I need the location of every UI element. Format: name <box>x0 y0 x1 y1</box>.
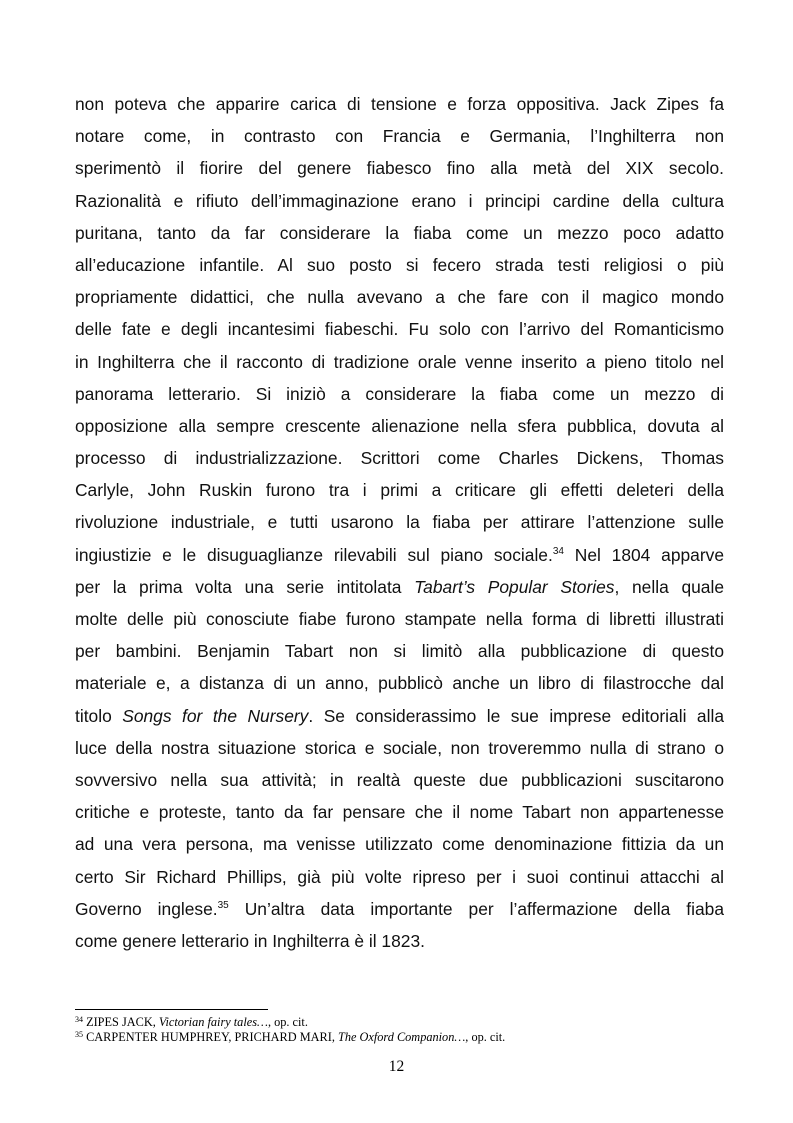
footnote-title: Victorian fairy tales… <box>158 1015 268 1029</box>
text-line: materiale e, a distanza di un anno, pubblicò anche un libro di filastrocche dal <box>75 673 724 694</box>
text-line: sperimentò il fiorire del genere fiabesco fino alla metà del XIX secolo. <box>75 158 724 179</box>
body-paragraph <box>75 88 724 957</box>
footnote-title: The Oxford Companion… <box>337 1030 466 1044</box>
text-line: delle fate e degli incantesimi fiabeschi. Fu solo con l’arrivo del Romanticismo <box>75 319 724 340</box>
text-line: rivoluzione industriale, e tutti usarono la fiaba per attirare l’attenzione sulle <box>75 512 724 533</box>
text-line: notare come, in contrasto con Francia e Germania, l’Inghilterra non <box>75 126 724 147</box>
text-line <box>75 893 724 925</box>
text-line <box>75 571 724 603</box>
footnote-author: ZIPES JACK, <box>86 1015 159 1029</box>
text-line: luce della nostra situazione storica e sociale, non troveremmo nulla di strano o <box>75 737 724 758</box>
text-line: critiche e proteste, tanto da far pensare che il nome Tabart non appartenesse <box>75 802 724 823</box>
text-segment: per la prima volta una serie intitolata <box>75 576 415 597</box>
footnote-suffix: , op. cit. <box>465 1030 506 1044</box>
footnote-number: 35 <box>75 1030 83 1039</box>
text-segment: ingiustizie e le disuguaglianze rilevabili sul piano sociale. <box>75 544 553 565</box>
text-line: come genere letterario in Inghilterra è il 1823. <box>75 930 425 951</box>
text-line: opposizione alla sempre crescente alienazione nella sfera pubblica, dovuta al <box>75 415 724 436</box>
footnote-ref: 34 <box>552 545 564 557</box>
text-line: panorama letterario. Si iniziò a considerare la fiaba come un mezzo di <box>75 383 724 404</box>
italic-title: Songs for the Nursery <box>122 705 309 726</box>
text-line: ad una vera persona, ma venisse utilizzato come denominazione fittizia da un <box>75 834 724 855</box>
text-line: per bambini. Benjamin Tabart non si limitò alla pubblicazione di questo <box>75 641 724 662</box>
text-segment: , nella quale <box>614 576 724 597</box>
text-segment: Governo inglese. <box>75 898 218 919</box>
text-line: puritana, tanto da far considerare la fiaba come un mezzo poco adatto <box>75 222 724 243</box>
footnote <box>75 1030 735 1045</box>
footnote-separator <box>75 1009 268 1010</box>
text-line: Razionalità e rifiuto dell’immaginazione erano i principi cardine della cultura <box>75 190 724 211</box>
text-line: non poteva che apparire carica di tensione e forza oppositiva. Jack Zipes fa <box>75 94 724 114</box>
footnote-ref: 35 <box>217 899 229 911</box>
page-number: 12 <box>388 1058 405 1075</box>
text-line: propriamente didattici, che nulla avevano a che fare con il magico mondo <box>75 287 724 308</box>
text-segment: . Se considerassimo le sue imprese editoriali alla <box>308 705 724 726</box>
footnotes <box>75 1015 735 1045</box>
text-segment: Un’altra data importante per l’affermazione della fiaba <box>228 898 724 919</box>
text-line: certo Sir Richard Phillips, già più volte ripreso per i suoi continui attacchi al <box>75 866 724 887</box>
text-line: processo di industrializzazione. Scrittori come Charles Dickens, Thomas <box>75 448 724 469</box>
text-line: molte delle più conosciute fiabe furono stampate nella forma di libretti illustrati <box>75 609 724 629</box>
text-segment: titolo <box>75 705 123 726</box>
text-line: in Inghilterra che il racconto di tradizione orale venne inserito a pieno titolo nel <box>75 351 724 372</box>
text-line: sovversivo nella sua attività; in realtà queste due pubblicazioni suscitarono <box>75 769 724 790</box>
text-segment: Nel 1804 apparve <box>563 544 724 565</box>
text-line: Carlyle, John Ruskin furono tra i primi a criticare gli effetti deleteri della <box>75 480 724 501</box>
footnote-author: CARPENTER HUMPHREY, PRICHARD MARI, <box>86 1030 338 1044</box>
text-line: all’educazione infantile. Al suo posto si fecero strada testi religiosi o più <box>75 254 724 275</box>
footnote-suffix: , op. cit. <box>267 1015 308 1029</box>
text-line <box>75 539 724 571</box>
italic-title: Tabart’s Popular Stories <box>414 576 615 597</box>
text-line <box>75 700 724 732</box>
footnote-number: 34 <box>75 1015 83 1024</box>
footnote <box>75 1015 735 1030</box>
